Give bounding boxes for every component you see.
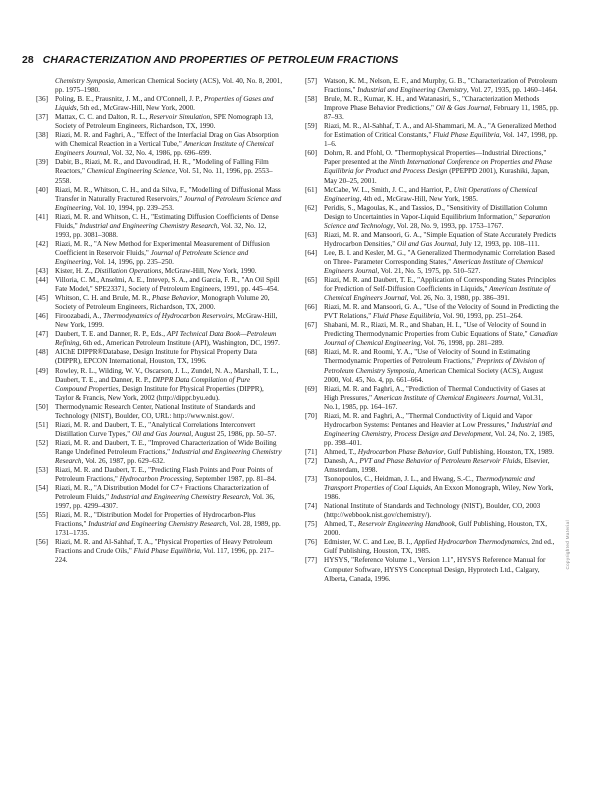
reference-source-title: Reservoir Engineering Handbook <box>357 520 455 529</box>
reference-source-title: Distillation Operations <box>94 266 162 275</box>
reference-entry <box>36 466 283 484</box>
reference-number: [54] <box>36 484 48 493</box>
reference-entry <box>305 204 560 231</box>
reference-text: , Vol. 21, No. 5, 1975, pp. 510–527. <box>377 266 481 275</box>
reference-text: , July 12, 1993, pp. 108–111. <box>456 239 540 248</box>
reference-text: , Vol. 51, No. 11, 1996, pp. 2553–2558. <box>55 167 273 185</box>
reference-source-title: American Institute of Chemical Engineers Journal <box>324 257 543 275</box>
reference-text: , American Chemical Society (ACS), August 2000, Vol. 45, No. 4, pp. 661–664. <box>324 366 544 384</box>
reference-entry <box>305 122 560 149</box>
reference-text: , Vol. 76, 1998, pp. 281–289. <box>420 339 504 348</box>
reference-source-title: Thermodynamic and Transport Properties of Coal Liquids <box>324 475 535 493</box>
reference-number: [72] <box>305 456 317 465</box>
reference-entry <box>36 113 283 131</box>
reference-number: [57] <box>305 77 317 85</box>
reference-entry <box>36 294 283 312</box>
reference-source-title: PVT and Phase Behavior of Petroleum Reservoir Fluids <box>359 456 521 465</box>
reference-text: , August 25, 1986, pp. 50–57. <box>191 429 277 438</box>
reference-text: , Elsevier, Amsterdam, 1998. <box>324 456 550 475</box>
reference-entry <box>36 330 283 348</box>
reference-number: [56] <box>36 538 48 547</box>
reference-text: AIChE DIPPR®Database, Design Institute for Physical Property Data (DIPPR), EPCON International, Houston, TX, 1996. <box>55 348 257 366</box>
side-watermark: Copyrighted Material <box>565 520 570 570</box>
reference-text: Riazi, M. R. and Roomi, Y. A., "Use of Velocity of Sound in Estimating Thermodynamic Properties of Petroleum Fractions," <box>324 348 531 366</box>
reference-text: Riazi, M. R., Whitson, C. H., and da Silva, F., "Modelling of Diffusional Mass Transfer in Naturally Fractured Reservoirs," <box>55 185 281 203</box>
reference-number: [41] <box>36 212 48 221</box>
reference-number: [53] <box>36 466 48 475</box>
reference-text: , Vol. 14, 1996, pp. 235–250. <box>90 257 174 266</box>
reference-entry <box>305 77 560 95</box>
reference-entry <box>305 538 560 556</box>
reference-number: [46] <box>36 312 48 321</box>
reference-number: [77] <box>305 556 317 565</box>
reference-number: [42] <box>36 239 48 248</box>
reference-source-title: Journal of Petroleum Science and Engineering <box>55 194 282 212</box>
reference-text: , Vol. 28, No. 9, 1993, pp. 1753–1767. <box>393 221 504 230</box>
reference-text: , 5th ed., McGraw-Hill, New York, 2000. <box>76 104 195 113</box>
reference-entry <box>36 312 283 330</box>
reference-entry <box>305 186 560 204</box>
reference-text: Tsonopoulos, C., Heidman, J. L., and Hwang, S.-C., <box>324 475 476 484</box>
reference-number: [55] <box>36 511 48 520</box>
running-title: CHARACTERIZATION AND PROPERTIES OF PETROLEUM FRACTIONS <box>42 55 399 66</box>
reference-entry <box>305 385 560 412</box>
reference-text: , Vol. 27, 1935, pp. 1460–1464. <box>466 86 558 95</box>
reference-text: , Gulf Publishing, Houston, TX, 2000. <box>324 520 548 538</box>
reference-source-title: Chemical Engineering Science <box>86 167 176 176</box>
reference-number: [58] <box>305 95 317 104</box>
reference-text: , 6th ed., American Petroleum Institute (API), Washington, DC, 1997. <box>79 339 280 348</box>
reference-text: , Gulf Publishing, Houston, TX, 1989. <box>443 447 554 456</box>
reference-text: , SPE Nomograph 13, Society of Petroleum Engineers, Richardson, TX, 1990. <box>55 113 274 131</box>
reference-entry <box>305 475 560 502</box>
reference-source-title: American Institute of Chemical Engineers Journal <box>55 140 274 158</box>
reference-text: Riazi, M. R., "A New Method for Experimental Measurement of Diffusion Coefficient in Reservoir Fluids," <box>55 239 270 257</box>
reference-text: Dabir, B., Riazi, M. R., and Davoudirad, H. R., "Modeling of Falling Film Reactors," <box>55 158 269 176</box>
reference-text: Riazi, M. R. and Daubert, T. E., "Application of Corresponding States Principles for Prediction of Self-Diffusion Coefficients in Liquids," <box>324 276 556 294</box>
reference-text: (PPEPPD 2001), Kurashiki, Japan, May 20–25, 2001. <box>324 167 550 185</box>
reference-source-title: Industrial and Engineering Chemistry Research <box>55 447 282 465</box>
reference-source-title: Separation Science and Technology <box>324 212 551 230</box>
reference-entry <box>36 484 283 511</box>
reference-text: Firoozabadi, A., <box>55 312 104 321</box>
reference-text: , Vol. 147, 1998, pp. 1–6. <box>324 131 558 149</box>
reference-source-title: Oil and Gas Journal <box>131 429 192 438</box>
reference-source-title: Hydrocarbon Processing <box>119 475 192 484</box>
reference-text: Kister, H. Z., <box>55 266 95 275</box>
reference-entry <box>36 367 283 403</box>
reference-number: [45] <box>36 294 48 303</box>
reference-number: [64] <box>305 248 317 257</box>
reference-source-title: Preprints of Division of Petroleum Chemistry Symposia <box>324 357 545 375</box>
reference-text: , Design Institute for Physical Properties (DIPPR), Taylor & Francis, New York, 2002 (http://dippr.byu.edu). <box>55 384 264 402</box>
reference-entry <box>36 95 283 113</box>
reference-number: [60] <box>305 149 317 158</box>
reference-source-title: Industrial and Engineering Chemistry <box>357 86 467 95</box>
page-number: 28 <box>22 55 34 66</box>
reference-entry <box>36 538 283 565</box>
references-left-column <box>36 77 283 566</box>
reference-text: Ahmed, T., <box>324 447 358 456</box>
reference-source-title: API Technical Data Book—Petroleum Refining <box>55 330 277 348</box>
reference-entry <box>305 412 560 448</box>
reference-text: Riazi, M. R. and Daubert, T. E., "Predicting Flash Points and Pour Points of Petroleum Fractions," <box>55 466 273 484</box>
reference-text: Rowley, R. L., Wilding, W. V., Oscarson, J. L., Zundel, N. A., Marshall, T. L., Daubert, T. E., and Danner, R. P., <box>55 366 279 384</box>
reference-text: Riazi, M. R. and Faghri, A., "Prediction of Thermal Conductivity of Gases at High Pressures," <box>324 384 546 402</box>
reference-entry <box>305 95 560 122</box>
reference-entry <box>36 77 283 95</box>
reference-source-title: Reservoir Simulation <box>149 113 211 122</box>
reference-source-title: Thermodynamics of Hydrocarbon Reservoirs <box>103 312 233 321</box>
reference-number: [43] <box>36 266 48 275</box>
reference-entry <box>36 240 283 267</box>
reference-number: [75] <box>305 520 317 529</box>
reference-source-title: Phase Behavior <box>152 294 198 303</box>
reference-source-title: Chemistry Symposia <box>55 77 114 85</box>
reference-text: Daubert, T. E. and Danner, R. P., Eds., <box>55 330 167 339</box>
reference-entry <box>36 131 283 158</box>
reference-number: [70] <box>305 411 317 420</box>
reference-number: [73] <box>305 475 317 484</box>
reference-source-title: Hydrocarbon Phase Behavior <box>357 447 444 456</box>
reference-entry <box>305 249 560 276</box>
reference-number: [63] <box>305 230 317 239</box>
reference-text: Peridis, S., Magoulas, K., and Tassios, D., "Sensitivity of Distillation Column Design to Uncertainties in Vapor-Liquid Equilibrium Information," <box>324 203 548 221</box>
reference-entry <box>305 502 560 520</box>
reference-number: [66] <box>305 303 317 312</box>
reference-number: [52] <box>36 438 48 447</box>
reference-text: Dohrn, R. and Pfohl, O. "Thermophysical Properties—Industrial Directions," Paper presented at the <box>324 149 547 167</box>
reference-text: Thermodynamic Research Center, National Institute of Standards and Technology (NIST), Boulder, CO, URL: http://www.nist.gov/. <box>55 402 256 420</box>
reference-number: [62] <box>305 203 317 212</box>
reference-number: [65] <box>305 276 317 285</box>
reference-text: , Vol.31, No.1, 1985, pp. 164–167. <box>324 393 544 411</box>
reference-entry <box>36 158 283 185</box>
reference-number: [67] <box>305 321 317 330</box>
reference-source-title: Industrial and Engineering Chemistry Research <box>110 493 249 502</box>
reference-entry <box>305 348 560 384</box>
reference-number: [69] <box>305 384 317 393</box>
reference-source-title: Industrial and Engineering Chemistry, Process Design and Development <box>324 420 553 438</box>
page-header <box>22 55 398 66</box>
reference-source-title: Fluid Phase Equilibria <box>133 547 200 556</box>
reference-text: Riazi, M. R., Al-Sahhaf, T. A., and Al-Shammari, M. A., "A Generalized Method for Estimation of Critical Constants," <box>324 122 557 140</box>
reference-source-title: Industrial and Engineering Chemistry Research <box>79 221 218 230</box>
reference-entry <box>305 321 560 348</box>
reference-number: [47] <box>36 330 48 339</box>
reference-text: , 4th ed., McGraw-Hill, New York, 1985. <box>359 194 478 203</box>
reference-text: , Vol. 36, 1997, pp. 4299–4307. <box>55 493 275 511</box>
reference-text: Riazi, M. R. and Daubert, T. E., "Analytical Correlations Interconvert Distillation Curve Types," <box>55 420 256 438</box>
reference-source-title: Industrial and Engineering Chemistry Research <box>88 520 227 529</box>
reference-entry <box>36 421 283 439</box>
reference-source-title: Oil & Gas Journal <box>435 104 490 113</box>
reference-number: [44] <box>36 276 48 285</box>
reference-text: , Monograph Volume 20, Society of Petroleum Engineers, Richardson, TX, 2000. <box>55 294 270 312</box>
reference-text: Riazi, M. R., "Distribution Model for Properties of Hydrocarbon-Plus Fractions," <box>55 511 256 529</box>
reference-entry <box>36 403 283 421</box>
reference-number: [61] <box>305 185 317 194</box>
reference-number: [38] <box>36 131 48 140</box>
reference-text: , Vol. 26, 1987, pp. 629–632. <box>81 456 165 465</box>
reference-text: Watson, K. M., Nelson, E. F., and Murphy, G. B., "Characterization of Petroleum Fractions," <box>324 77 558 95</box>
reference-text: Shabani, M. R., Riazi, M. R., and Shaban, H. I., "Use of Velocity of Sound in Predicting Thermodynamic Properties from Cubic Equations of State," <box>324 321 547 339</box>
reference-text: Villoria, C. M., Anselmi, A. E., Intevep, S. A., and Garcia, F. R., "An Oil Spill Fate Model," SPE23371, Society of Petroleum Engineers, 1991, pp. 445–454. <box>55 276 280 294</box>
reference-text: Lee, B. I. and Kesler, M. G., "A Generalized Thermodynamic Correlation Based on Three- Parameter Corresponding States," <box>324 248 555 266</box>
reference-source-title: Unit Operations of Chemical Engineering <box>324 185 538 203</box>
reference-number: [74] <box>305 502 317 511</box>
reference-text: , An Exxon Monograph, Wiley, New York, 1986. <box>324 484 554 502</box>
reference-text: Mattax, C. C. and Dalton, R. L., <box>55 113 150 122</box>
reference-number: [76] <box>305 538 317 547</box>
reference-text: , September 1987, pp. 81–84. <box>191 475 277 484</box>
reference-text: , McGraw-Hill, New York, 1990. <box>161 266 257 275</box>
reference-entry <box>305 303 560 321</box>
reference-entry <box>305 231 560 249</box>
reference-entry <box>36 511 283 538</box>
reference-source-title: Canadian Journal of Chemical Engineering <box>324 330 558 348</box>
reference-text: Danesh, A., <box>324 456 360 465</box>
reference-number: [51] <box>36 420 48 429</box>
reference-number: [71] <box>305 447 317 456</box>
reference-number: [40] <box>36 185 48 194</box>
reference-number: [49] <box>36 366 48 375</box>
reference-text: , Vol. 90, 1993, pp. 251–264. <box>439 312 523 321</box>
references-right-column <box>305 77 560 584</box>
reference-entry <box>36 213 283 240</box>
reference-number: [48] <box>36 348 48 357</box>
reference-number: [50] <box>36 402 48 411</box>
reference-text: , Vol. 32, No. 4, 1986, pp. 696–699. <box>108 149 212 158</box>
reference-text: Ahmed, T., <box>324 520 358 529</box>
reference-entry <box>36 276 283 294</box>
reference-text: HYSYS, "Reference Volume 1., Version 1.1", HYSYS Reference Manual for Computer Software, HYSYS Conceptual Design, Hyprotech Ltd., Calgary, Alberta, Canada, 1996. <box>324 556 546 583</box>
reference-source-title: American Institute of Chemical Engineers Journal <box>324 285 550 303</box>
reference-text: , Vol. 26, No. 3, 1980, pp. 386–391. <box>406 294 510 303</box>
reference-text: , February 11, 1985, pp. 87–93. <box>324 104 559 122</box>
reference-text: Riazi, M. R. and Whitson, C. H., "Estimating Diffusion Coefficients of Dense Fluids," <box>55 212 279 230</box>
reference-entry <box>305 276 560 303</box>
reference-text: McCabe, W. L., Smith, J. C., and Harriot, P., <box>324 185 454 194</box>
reference-entry <box>36 439 283 466</box>
reference-source-title: Applied Hydrocarbon Thermodynamics <box>413 538 528 547</box>
reference-text: , Vol. 24, No. 2, 1985, pp. 398–401. <box>324 429 555 447</box>
reference-source-title: Oil and Gas Journal <box>397 239 457 248</box>
reference-text: , Vol. 10, 1994, pp. 239–253. <box>90 203 174 212</box>
reference-entry <box>305 448 560 457</box>
reference-entry <box>36 348 283 366</box>
reference-text: , Vol. 32, No. 12, 1993, pp. 3081–3088. <box>55 221 267 239</box>
reference-text: Riazi, M. R. and Faghri, A., "Effect of the Interfacial Drag on Gas Absorption with Chemical Reaction in a Vertical Tube," <box>55 131 279 149</box>
reference-text: Riazi, M. R. and Mansoori, G. A., "Use of the Velocity of Sound in Predicting the PVT Relations," <box>324 303 559 321</box>
reference-text: Riazi, M. R. and Al-Sahhaf, T. A., "Physical Properties of Heavy Petroleum Fractions and Crude Oils," <box>55 538 273 556</box>
reference-source-title: American Institute of Chemical Engineers Journal <box>373 393 519 402</box>
reference-text: Riazi, M. R. and Mansoori, G. A., "Simple Equation of State Accurately Predicts Hydrocarbon Densities," <box>324 230 557 248</box>
reference-entry <box>305 556 560 583</box>
reference-text: Poling, B. E., Prausnitz, J. M., and O'Connell, J. P., <box>55 95 205 104</box>
reference-number: [36] <box>36 95 48 104</box>
reference-source-title: Fluid Phase Equilibria <box>433 131 500 140</box>
reference-text: , 2nd ed., Gulf Publishing, Houston, TX, 1985. <box>324 538 555 556</box>
reference-entry <box>305 457 560 475</box>
reference-entry <box>36 267 283 276</box>
reference-entry <box>305 149 560 185</box>
reference-text: National Institute of Standards and Technology (NIST), Boulder, CO, 2003 (http://webbook.nist.gov/chemistry/). <box>324 502 541 520</box>
reference-text: Riazi, M. R., "A Distribution Model for C7+ Fractions Characterization of Petroleum Fluids," <box>55 484 269 502</box>
reference-source-title: Fluid Phase Equilibria <box>372 312 440 321</box>
reference-text: Whitson, C. H. and Brule, M. R., <box>55 294 153 303</box>
reference-source-title: Properties of Gases and Liquids <box>55 95 274 113</box>
reference-text: Riazi, M. R. and Daubert, T. E., "Improved Characterization of Wide Boiling Range Undefined Petroleum Fractions," <box>55 438 277 456</box>
reference-text: , Vol. 117, 1996, pp. 217–224. <box>55 547 275 565</box>
reference-text: Brule, M. R., Kumar, K. H., and Watanasiri, S., "Characterization Methods Improve Phase Behavior Predictions," <box>324 95 540 113</box>
reference-source-title: Ninth International Conference on Properties and Phase Equilibria for Product and Process Design <box>324 158 553 176</box>
reference-text: , McGraw-Hill, New York, 1999. <box>55 312 278 330</box>
reference-text: Edmister, W. C. and Lee, B. I., <box>324 538 414 547</box>
reference-entry <box>36 186 283 213</box>
reference-text: Riazi, M. R. and Faghri, A., "Thermal Conductivity of Liquid and Vapor Hydrocarbon Systems: Pentanes and Heavier at Low Pressures," <box>324 411 533 429</box>
reference-text: , American Chemical Society (ACS), Vol. 40, No. 8, 2001, pp. 1975–1980. <box>55 77 283 95</box>
reference-source-title: Journal of Petroleum Science and Engineering <box>55 248 249 266</box>
reference-entry <box>305 520 560 538</box>
reference-number: [59] <box>305 122 317 131</box>
reference-number: [37] <box>36 113 48 122</box>
reference-number: [68] <box>305 348 317 357</box>
reference-source-title: DIPPR Data Compilation of Pure Compound Properties <box>55 375 251 393</box>
reference-number: [39] <box>36 158 48 167</box>
reference-text: , Vol. 28, 1989, pp. 1731–1735. <box>55 520 281 538</box>
